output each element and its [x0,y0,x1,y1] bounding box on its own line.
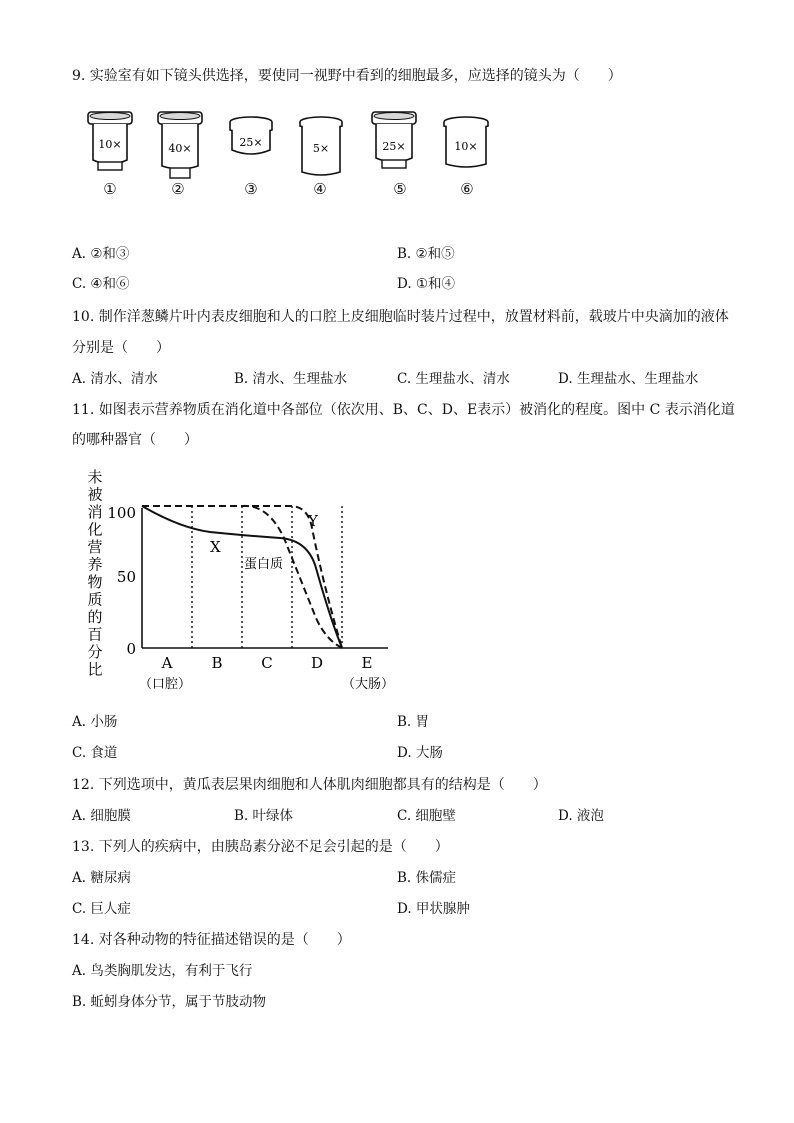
q10-option-b: B. 清水、生理盐水 [234,371,348,387]
q11-option-a: A. 小肠 [72,714,118,730]
lens-label: 10× [98,138,122,151]
q10-option-d: D. 生理盐水、生理盐水 [558,371,699,387]
q12-option-a: A. 细胞膜 [72,808,131,824]
lens-number: ⑤ [393,180,407,198]
lens-label: 10× [454,140,478,153]
q13-option-d: D. 甲状腺肿 [397,901,470,917]
y-tick-label: 100 [107,504,136,522]
q12-option-b: B. 叶绿体 [234,808,294,824]
y-label-char: 物 [87,573,103,591]
question-9-stem: 9. 实验室有如下镜头供选择，要使同一视野中看到的细胞最多，应选择的镜头为（ ） [72,68,622,84]
x-category-label: D [310,654,324,672]
lens-label: 25× [382,140,406,153]
q9-option-d: D. ①和④ [397,276,456,292]
x-category-label: C [261,654,273,672]
question-11-stem-line-2: 的哪种器官（ ） [72,432,198,448]
q9-option-a: A. ②和③ [72,246,130,262]
lens-label: 25× [239,136,263,149]
y-label-char: 分 [87,643,103,661]
q13-option-c: C. 巨人症 [72,901,131,917]
question-14-stem: 14. 对各种动物的特征描述错误的是（ ） [72,932,351,948]
q12-option-c: C. 细胞壁 [397,808,456,824]
question-10-stem-line-2: 分别是（ ） [72,340,170,356]
question-11-stem-line-1: 11. 如图表示营养物质在消化道中各部位（依次用、B、C、D、E表示）被消化的程度。图中 C 表示消化道 [72,402,735,418]
lens-5 [368,108,420,184]
lens-number: ① [103,180,117,198]
y-label-char: 养 [87,555,103,574]
lens-number: ② [171,180,185,198]
q13-option-b: B. 侏儒症 [397,870,457,886]
x-category-note: （大肠） [341,677,395,692]
x-category-note: （口腔） [138,677,192,692]
x-category-label: A [161,654,173,672]
digestion-chart [80,468,410,702]
lens-number: ⑥ [460,180,474,198]
series-label-y: Y [308,512,318,530]
series-label-x: X [210,538,221,556]
lens-number: ③ [244,180,258,198]
lens-label: 40× [168,142,192,155]
y-label-char: 被 [87,485,103,504]
question-10-stem-line-1: 10. 制作洋葱鳞片叶内表皮细胞和人的口腔上皮细胞临时装片过程中，放置材料前，载玻片中央滴加的液体 [72,309,729,325]
y-label-char: 质 [87,590,103,609]
q11-option-d: D. 大肠 [397,745,443,761]
q10-option-c: C. 生理盐水、清水 [397,371,510,387]
q9-option-c: C. ④和⑥ [72,276,130,292]
y-tick-label: 0 [126,640,136,658]
x-category-label: E [361,654,373,672]
series-label-protein: 蛋白质 [244,557,284,572]
y-label-char: 消 [87,503,103,521]
x-category-label: B [211,654,223,672]
lens-6 [440,114,492,180]
q11-option-c: C. 食道 [72,745,118,761]
q14-option-b: B. 蚯蚓身体分节，属于节肢动物 [72,994,267,1010]
lens-4 [296,114,346,184]
y-label-char: 比 [87,660,103,679]
y-label-char: 百 [87,625,103,644]
lens-label: 5× [312,142,330,155]
y-axis-label [87,468,102,679]
q11-option-b: B. 胃 [397,714,430,730]
y-tick-label: 50 [116,568,136,586]
y-label-char: 化 [87,520,103,539]
lens-1 [84,108,136,184]
q14-option-a: A. 鸟类胸肌发达，有利于飞行 [72,963,253,979]
q13-option-a: A. 糖尿病 [72,870,131,886]
lens-2 [154,108,206,188]
q9-option-b: B. ②和⑤ [397,246,455,262]
question-12-stem: 12. 下列选项中，黄瓜表层果肉细胞和人体肌肉细胞都具有的结构是（ ） [72,777,547,793]
y-label-char: 的 [87,608,103,626]
lens-3 [226,114,276,168]
q10-option-a: A. 清水、清水 [72,371,158,387]
y-label-char: 未 [87,468,103,486]
q12-option-d: D. 液泡 [558,808,604,824]
lens-number: ④ [313,180,327,198]
question-13-stem: 13. 下列人的疾病中，由胰岛素分泌不足会引起的是（ ） [72,839,449,855]
y-label-char: 营 [87,538,103,556]
